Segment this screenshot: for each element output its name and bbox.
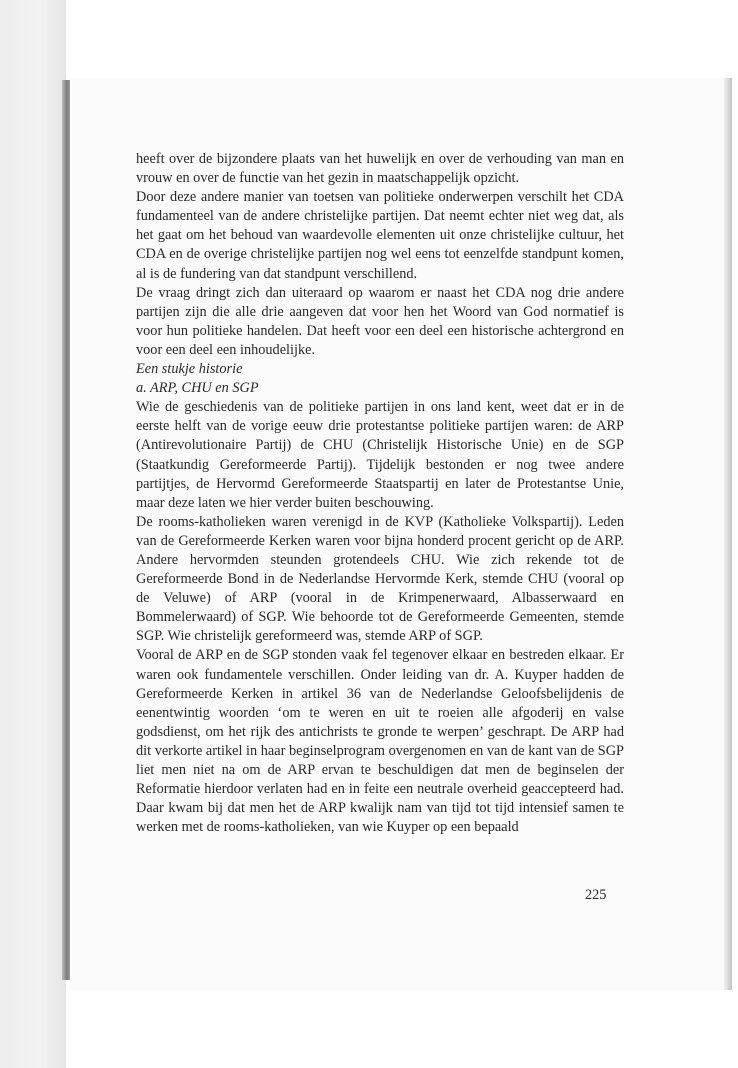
paragraph: heeft over de bijzondere plaats van het huwelijk en over de verhouding van man en vrouw en over de functie van het gezin in maatschappelijk opzicht. (136, 151, 624, 187)
section-heading: Een stukje historie (136, 361, 243, 378)
paragraph: De rooms-katholieken waren verenigd in de KVP (Katholieke Volkspartij). Leden van de Gereformeerde Kerken waren voor bijna honderd procent gericht op de ARP. Andere hervormden steunden grotendeels CHU. Wie zich rekende tot de Gereformeerde Bond in de Nederlandse Hervormde Kerk, stemde CHU (vooral op de Veluwe) of ARP (vooral in de Krimpenerwaard, Albasserwaard en Bommelerwaard) of SGP. Wie behoorde tot de Gereformeerde Gemeenten, stemde SGP. Wie christelijk gereformeerd was, stemde ARP of SGP. (136, 513, 624, 645)
subsection-heading: a. ARP, CHU en SGP (136, 380, 259, 397)
page-text-block (136, 150, 624, 837)
paragraph: Wie de geschiedenis van de politieke partijen in ons land kent, weet dat er in de eerste helft van de vorige eeuw drie protestantse politieke partijen waren: de ARP (Antirevolutionaire Partij) de CHU (Christelijk Historische Unie) en de SGP (Staatkundig Gereformeerde Partij). Tijdelijk bestonden er nog twee andere partijtjes, de Hervormd Gereformeerde Staatspartij en later de Protestantse Unie, maar deze laten we hier verder buiten beschouwing. (136, 399, 624, 511)
paragraph: De vraag dringt zich dan uiteraard op waarom er naast het CDA nog drie andere partijen zijn die alle drie aangeven dat voor hen het Woord van God normatief is voor hun politieke handelen. Dat heeft voor een deel een historische achtergrond en voor een deel een inhoudelijke. (136, 284, 624, 358)
left-page-edge (0, 0, 66, 1068)
book-spine-shadow (62, 80, 70, 980)
right-page-edge (724, 78, 732, 990)
paragraph: Door deze andere manier van toetsen van politieke onderwerpen verschilt het CDA fundamenteel van de andere christelijke partijen. Dat neemt echter niet weg dat, als het gaat om het behoud van waardevolle elementen uit onze christelijke cultuur, het CDA en de overige christelijke partijen nog wel eens tot eenzelfde standpunt komen, al is de fundering van dat standpunt verschillend. (136, 189, 624, 282)
paragraph: Vooral de ARP en de SGP stonden vaak fel tegenover elkaar en bestreden elkaar. Er waren ook fundamentele verschillen. Onder leiding van dr. A. Kuyper hadden de Gereformeerde Kerken in artikel 36 van de Nederlandse Geloofsbelijdenis de eenentwintig woorden ‘om te weren en uit te roeien alle afgoderij en valse godsdienst, om het rijk des antichrists te gronde te werpen’ geschrapt. De ARP had dit verkorte artikel in haar beginselprogram overgenomen en van de kant van de SGP liet men niet na om de ARP ervan te beschuldigen dat men de beginselen der Reformatie hierdoor verlaten had en in feite een neutrale overheid geaccepteerd had. Daar kwam bij dat men het de ARP kwalijk nam van tijd tot tijd intensief samen te werken met de rooms-katholieken, van wie Kuyper op een bepaald (136, 647, 624, 836)
page-number: 225 (585, 887, 607, 903)
